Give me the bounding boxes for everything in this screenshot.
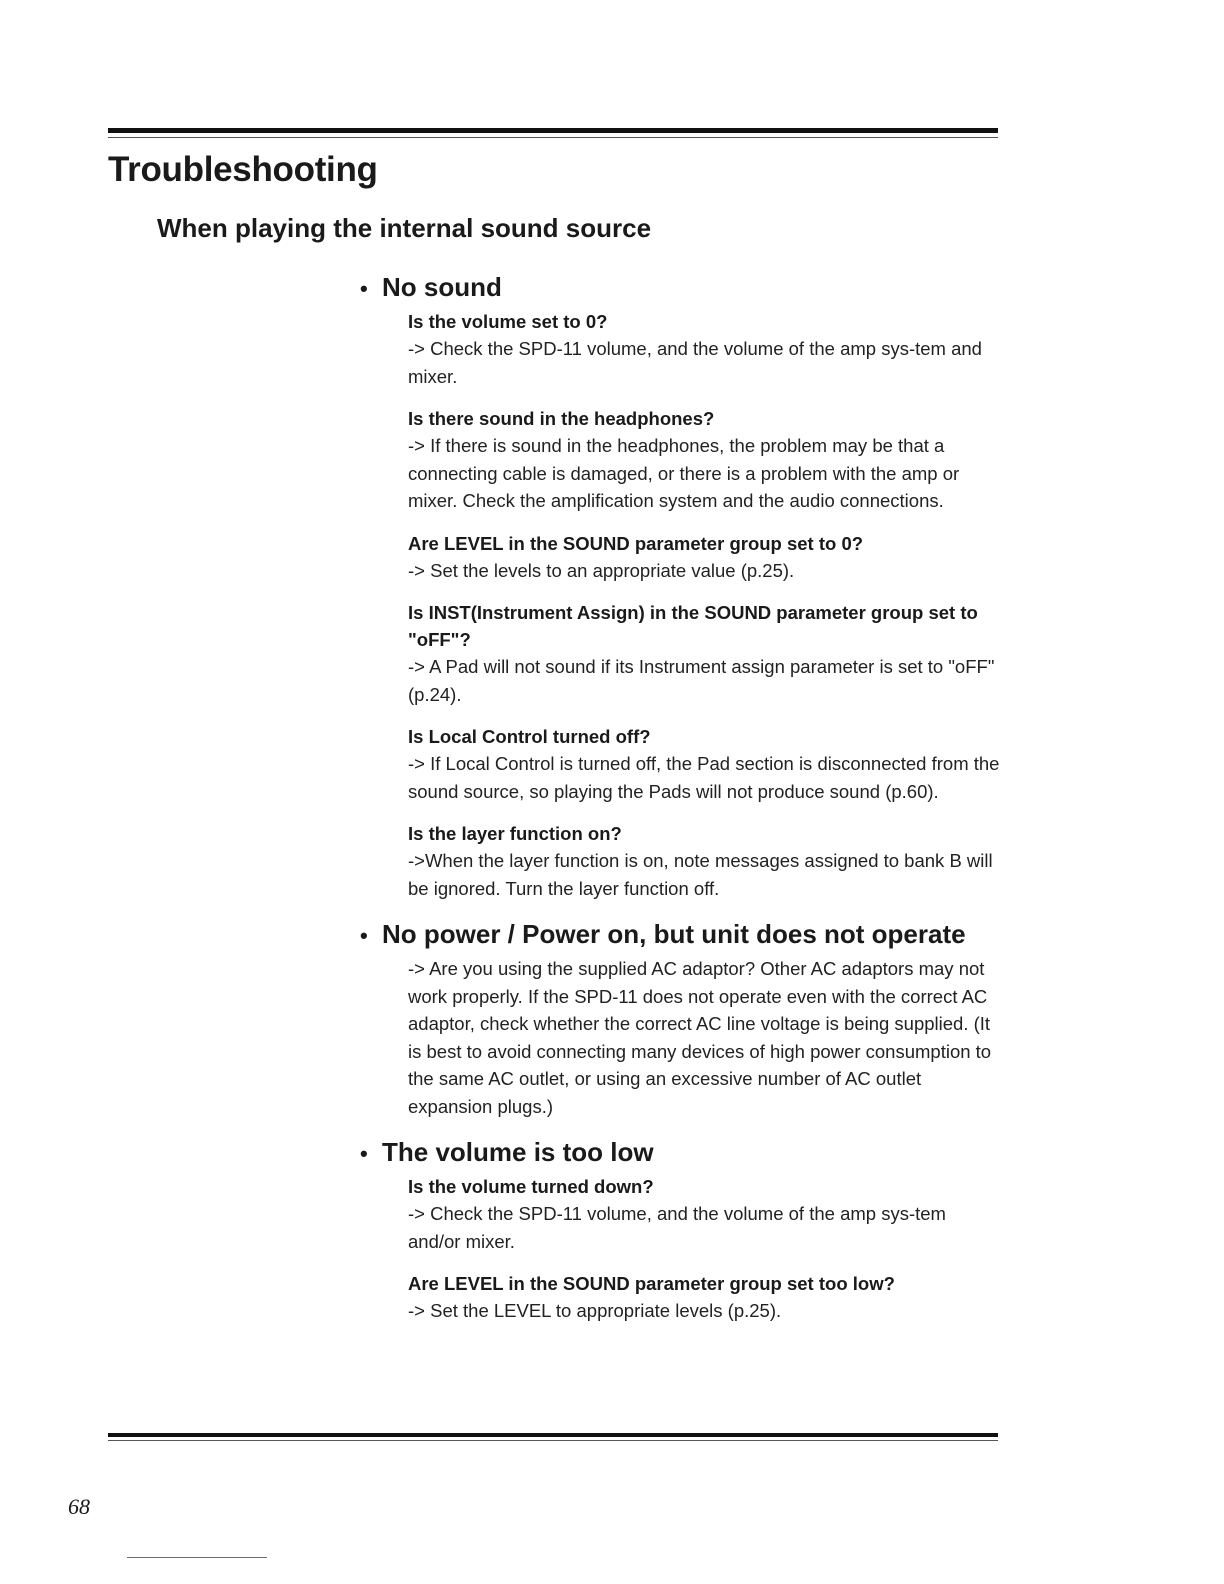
answer: -> Check the SPD-11 volume, and the volume of the amp sys-tem and mixer. bbox=[408, 338, 982, 387]
top-rule bbox=[108, 128, 998, 133]
bullet-icon: • bbox=[360, 923, 368, 948]
list-item bbox=[408, 599, 1000, 708]
question: Are LEVEL in the SOUND parameter group set too low? bbox=[408, 1273, 895, 1294]
section-heading-text: The volume is too low bbox=[382, 1137, 654, 1167]
top-rule-thin bbox=[108, 137, 998, 138]
answer: -> Set the levels to an appropriate value (p.25). bbox=[408, 559, 795, 581]
bottom-rule-thin bbox=[108, 1440, 998, 1441]
section-heading-text: No power / Power on, but unit does not operate bbox=[382, 919, 966, 949]
troubleshooting-content bbox=[360, 270, 1000, 1340]
section-heading-text: No sound bbox=[382, 272, 502, 302]
list-item bbox=[408, 530, 1000, 585]
question: Is the layer function on? bbox=[408, 823, 622, 844]
section-volume-low bbox=[360, 1135, 1000, 1325]
answer: -> A Pad will not sound if its Instrument assign parameter is set to "oFF" (p.24). bbox=[408, 656, 995, 705]
section-heading bbox=[360, 270, 1000, 306]
footer-line bbox=[127, 1557, 267, 1558]
section-no-sound bbox=[360, 270, 1000, 902]
answer: -> If Local Control is turned off, the Pad section is disconnected from the sound source, so playing the Pads will not produce sound (p.60). bbox=[408, 753, 1000, 802]
answer: -> Check the SPD-11 volume, and the volume of the amp sys-tem and/or mixer. bbox=[408, 1203, 946, 1252]
section-subtitle: When playing the internal sound source bbox=[157, 213, 652, 243]
list-item bbox=[408, 1173, 1000, 1255]
answer: -> Are you using the supplied AC adaptor? Other AC adaptors may not work properly. If the SPD-11 does not operate even with the correct AC adaptor, check whether the correct AC line voltage is being supplied. (It is best to avoid connecting many devices of high power consumption to the same AC outlet, or using an excessive number of AC outlet expansion plugs.) bbox=[408, 958, 992, 1117]
section-heading bbox=[360, 1135, 1000, 1171]
answer: -> If there is sound in the headphones, the problem may be that a connecting cable is damaged, or there is a problem with the amp or mixer. Check the amplification system and the audio connections. bbox=[408, 435, 960, 511]
section-heading bbox=[360, 917, 1000, 953]
answer: -> Set the LEVEL to appropriate levels (p.25). bbox=[408, 1300, 782, 1321]
bottom-rule bbox=[108, 1433, 998, 1437]
list-item bbox=[408, 820, 1000, 902]
question: Is INST(Instrument Assign) in the SOUND parameter group set to "oFF"? bbox=[408, 602, 978, 650]
question: Is Local Control turned off? bbox=[408, 726, 651, 747]
answer: ->When the layer function is on, note messages assigned to bank B will be ignored. Turn the layer function off. bbox=[408, 850, 993, 899]
list-item bbox=[408, 1270, 1000, 1325]
list-item bbox=[408, 405, 1000, 515]
question: Is there sound in the headphones? bbox=[408, 408, 715, 429]
question: Are LEVEL in the SOUND parameter group set to 0? bbox=[408, 532, 864, 554]
list-item bbox=[408, 723, 1000, 805]
section-no-power bbox=[360, 917, 1000, 1120]
bullet-icon: • bbox=[360, 1141, 368, 1166]
list-item bbox=[408, 955, 1000, 1120]
question: Is the volume turned down? bbox=[408, 1176, 654, 1197]
question: Is the volume set to 0? bbox=[408, 311, 608, 332]
bullet-icon: • bbox=[360, 276, 368, 301]
page-number: 68 bbox=[68, 1494, 90, 1519]
list-item bbox=[408, 308, 1000, 390]
page-title: Troubleshooting bbox=[108, 150, 378, 189]
